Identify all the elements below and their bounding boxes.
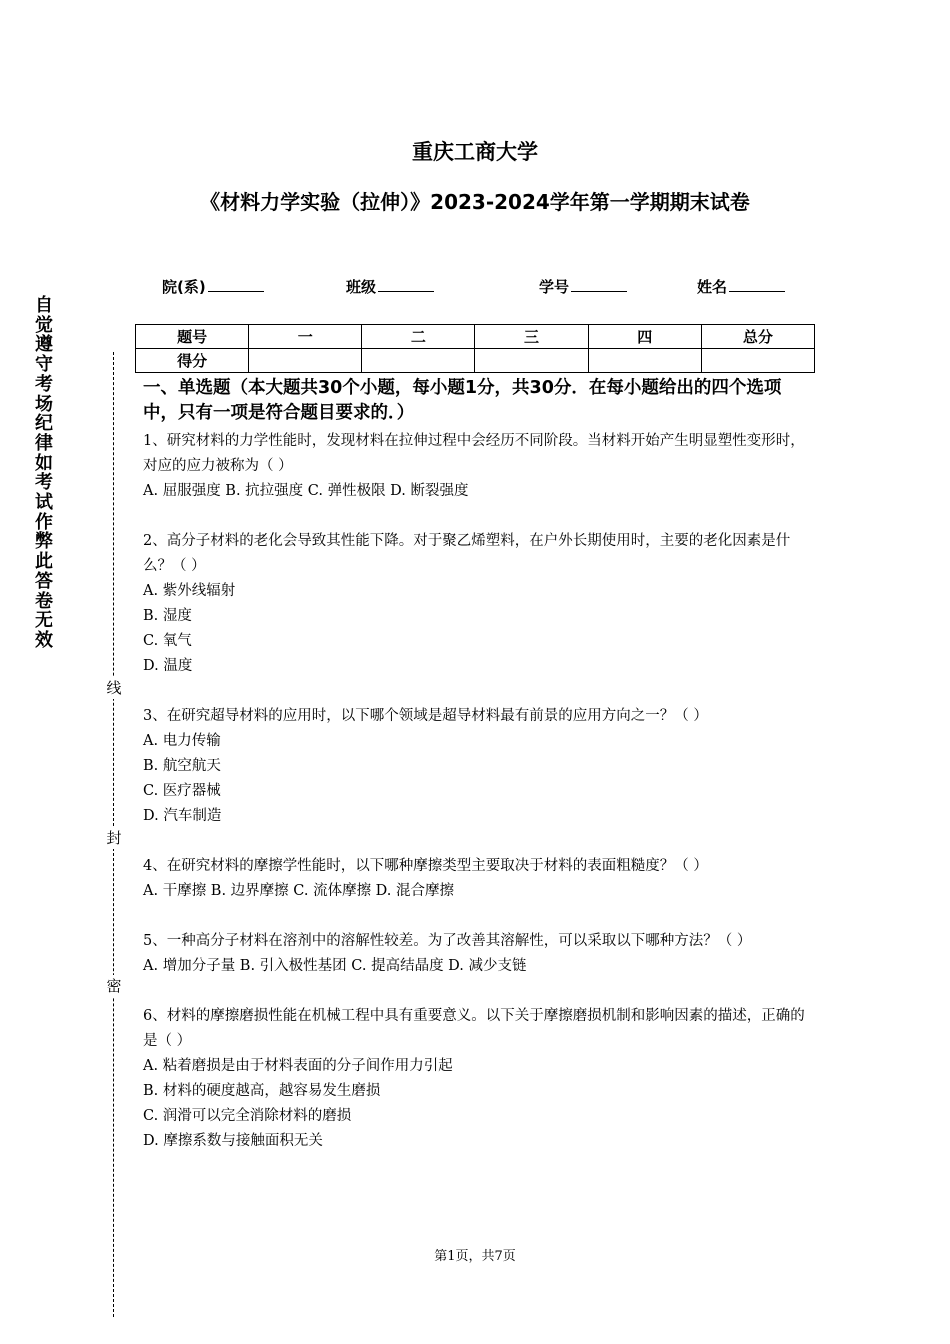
question-2 [143, 529, 815, 679]
department-field [162, 276, 264, 297]
question-option: A. 电力传输 [143, 733, 221, 749]
question-stem: 6、材料的摩擦磨损性能在机械工程中具有重要意义。以下关于摩擦磨损机制和影响因素的描述，正确的是（ ） [143, 1008, 805, 1049]
score-table-header-cell: 题号 [136, 325, 249, 349]
question-option: B. 湿度 [143, 608, 192, 624]
exam-discipline-notice: 自觉遵守考场纪律如考试作弊此答卷无效 [35, 295, 53, 651]
question-5 [143, 929, 815, 979]
question-options: A. 屈服强度 B. 抗拉强度 C. 弹性极限 D. 断裂强度 [143, 483, 469, 499]
score-table-header-cell: 总分 [701, 325, 814, 349]
question-option: A. 粘着磨损是由于材料表面的分子间作用力引起 [143, 1058, 453, 1074]
name-blank[interactable] [729, 277, 785, 292]
student-id-field [539, 276, 627, 297]
question-stem: 2、高分子材料的老化会导致其性能下降。对于聚乙烯塑料，在户外长期使用时，主要的老化因素是什么？（ ） [143, 533, 791, 574]
question-option: C. 润滑可以完全消除材料的磨损 [143, 1108, 352, 1124]
class-field [346, 276, 434, 297]
binding-mark-line: 线 [104, 677, 124, 699]
question-option: D. 汽车制造 [143, 808, 222, 824]
name-label: 姓名 [697, 278, 728, 296]
student-id-label: 学号 [539, 278, 570, 296]
score-table-header-row [136, 325, 815, 349]
page-number: 第1页，共7页 [434, 1249, 516, 1264]
question-options: A. 干摩擦 B. 边界摩擦 C. 流体摩擦 D. 混合摩擦 [143, 883, 455, 899]
score-table-header-cell: 一 [249, 325, 362, 349]
score-table-header-cell: 四 [588, 325, 701, 349]
score-cell[interactable] [475, 349, 588, 373]
question-options: A. 增加分子量 B. 引入极性基团 C. 提高结晶度 D. 减少支链 [143, 958, 527, 974]
score-cell[interactable] [588, 349, 701, 373]
score-cell[interactable] [249, 349, 362, 373]
name-field [697, 276, 785, 297]
score-row-label: 得分 [136, 349, 249, 373]
question-1 [143, 429, 815, 504]
exam-content [143, 376, 815, 1179]
question-option: C. 氧气 [143, 633, 192, 649]
score-table-header-cell: 三 [475, 325, 588, 349]
binding-mark-seal: 封 [104, 827, 124, 849]
question-option: A. 紫外线辐射 [143, 583, 236, 599]
question-3 [143, 704, 815, 829]
question-stem: 5、一种高分子材料在溶剂中的溶解性较差。为了改善其溶解性，可以采取以下哪种方法？（ ） [143, 933, 752, 949]
score-cell[interactable] [701, 349, 814, 373]
score-cell[interactable] [362, 349, 475, 373]
question-4 [143, 854, 815, 904]
score-table [135, 324, 815, 373]
score-table-score-row [136, 349, 815, 373]
class-blank[interactable] [378, 277, 434, 292]
question-stem: 3、在研究超导材料的应用时，以下哪个领域是超导材料最有前景的应用方向之一？（ ） [143, 708, 708, 724]
question-stem: 1、研究材料的力学性能时，发现材料在拉伸过程中会经历不同阶段。当材料开始产生明显塑性变形时，对应的应力被称为（ ） [143, 433, 805, 474]
question-option: B. 材料的硬度越高，越容易发生磨损 [143, 1083, 381, 1099]
question-stem: 4、在研究材料的摩擦学性能时，以下哪种摩擦类型主要取决于材料的表面粗糙度？（ ） [143, 858, 708, 874]
exam-title: 《材料力学实验（拉伸）》2023-2024学年第一学期期末试卷 [200, 190, 750, 214]
question-option: D. 温度 [143, 658, 193, 674]
binding-mark-secret: 密 [104, 975, 124, 997]
university-name: 重庆工商大学 [412, 140, 538, 164]
student-id-blank[interactable] [571, 277, 627, 292]
question-option: C. 医疗器械 [143, 783, 221, 799]
question-option: B. 航空航天 [143, 758, 221, 774]
class-label: 班级 [346, 278, 377, 296]
section-heading: 一、单选题（本大题共30个小题，每小题1分，共30分．在每小题给出的四个选项中，只有一项是符合题目要求的．） [143, 378, 782, 423]
department-label: 院(系) [162, 278, 206, 296]
score-table-header-cell: 二 [362, 325, 475, 349]
department-blank[interactable] [208, 277, 264, 292]
question-option: D. 摩擦系数与接触面积无关 [143, 1133, 323, 1149]
question-6 [143, 1004, 815, 1154]
